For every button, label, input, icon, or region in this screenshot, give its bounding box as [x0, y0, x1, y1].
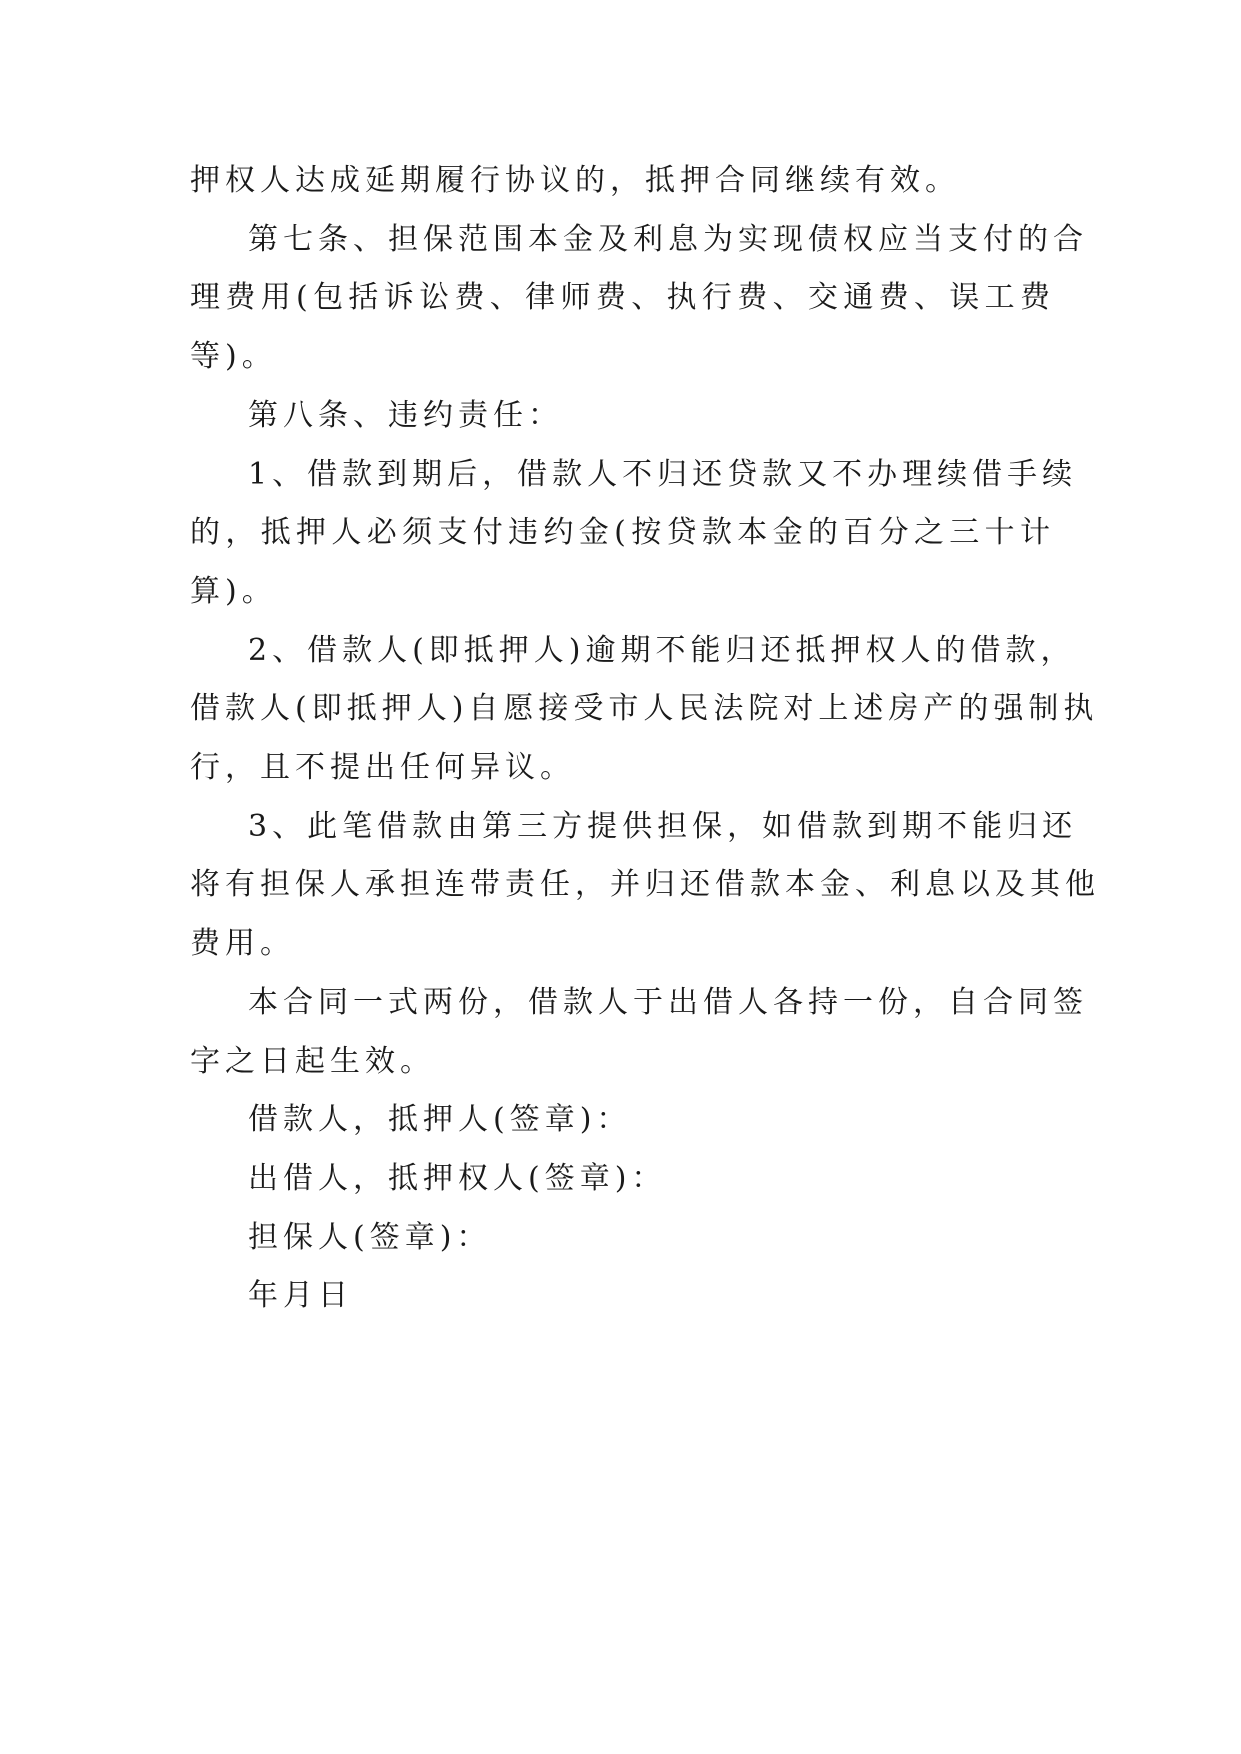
signature-date: [190, 1267, 1055, 1326]
text-line: 第七条、担保范围本金及利息为实现债权应当支付的合: [248, 221, 1088, 257]
text-line: 本合同一式两份，借款人于出借人各持一份，自合同签: [248, 984, 1088, 1020]
text-line: 3、此笔借款由第三方提供担保，如借款到期不能归还: [248, 808, 1078, 844]
text-line: 行，且不提出任何异议。: [190, 750, 575, 786]
signature-lender: [190, 1150, 1055, 1209]
text-line: 等)。: [190, 339, 277, 375]
paragraph-item-2: [190, 622, 1099, 798]
text-line: 第八条、违约责任：: [248, 397, 563, 433]
document-body: [190, 152, 1100, 1326]
text-line: 借款人(即抵押人)自愿接受市人民法院对上述房产的强制执: [190, 691, 1099, 727]
text-line: 年月日: [248, 1278, 353, 1314]
text-line: 字之日起生效。: [190, 1043, 435, 1079]
text-line: 的，抵押人必须支付违约金(按贷款本金的百分之三十计: [190, 515, 1055, 551]
text-line: 担保人(签章)：: [248, 1219, 492, 1255]
text-line: 出借人，抵押权人(签章)：: [248, 1160, 667, 1196]
paragraph-continuation: [190, 152, 1055, 211]
text-line: 算)。: [190, 573, 277, 609]
text-line: 将有担保人承担连带责任，并归还借款本金、利息以及其他: [190, 867, 1100, 903]
paragraph-item-3: [190, 798, 1100, 974]
text-line: 1、借款到期后，借款人不归还贷款又不办理续借手续: [248, 456, 1078, 492]
paragraph-article-7: [190, 211, 1088, 387]
signature-guarantor: [190, 1209, 1055, 1268]
text-line: 费用。: [190, 926, 295, 962]
paragraph-copies-clause: [190, 974, 1088, 1091]
text-line: 理费用(包括诉讼费、律师费、执行费、交通费、误工费: [190, 280, 1055, 316]
text-line: 押权人达成延期履行协议的，抵押合同继续有效。: [190, 163, 960, 198]
signature-borrower: [190, 1091, 1055, 1150]
text-line: 借款人，抵押人(签章)：: [248, 1102, 632, 1138]
text-line: 2、借款人(即抵押人)逾期不能归还抵押权人的借款，: [248, 632, 1076, 668]
paragraph-article-8-heading: [190, 387, 1055, 446]
paragraph-item-1: [190, 446, 1078, 622]
